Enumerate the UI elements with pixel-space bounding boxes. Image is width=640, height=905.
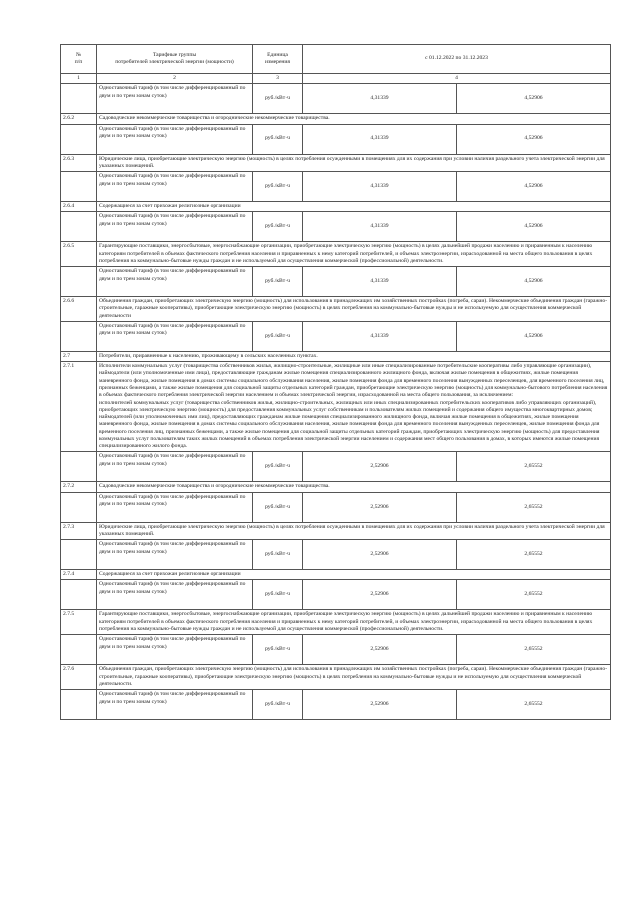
section-text: Садоводческие некоммерческие товарищества и огороднические некоммерческие товарищества. bbox=[97, 482, 611, 492]
tariff-value-2: 2,65552 bbox=[457, 492, 611, 522]
tariff-label: Одноставочный тариф (в том числе дифференцированный по двум и по трем зонам суток) bbox=[97, 124, 253, 154]
tariff-label: Одноставочный тариф (в том числе дифференцированный по двум и по трем зонам суток) bbox=[97, 84, 253, 114]
section-text: Садоводческие некоммерческие товарищества и огороднические некоммерческие товарищества. bbox=[97, 114, 611, 124]
tariff-value-2: 4,52906 bbox=[457, 84, 611, 114]
row-number-empty bbox=[61, 267, 97, 297]
row-number-empty bbox=[61, 635, 97, 665]
section-row bbox=[61, 154, 611, 172]
tariff-label: Одноставочный тариф (в том числе дифференцированный по двум и по трем зонам суток) bbox=[97, 540, 253, 570]
row-number-empty bbox=[61, 690, 97, 720]
tariff-label: Одноставочный тариф (в том числе дифференцированный по двум и по трем зонам суток) bbox=[97, 267, 253, 297]
tariff-unit: руб./кВт·ч bbox=[253, 267, 303, 297]
tariff-row bbox=[61, 124, 611, 154]
row-number-empty bbox=[61, 172, 97, 202]
section-row bbox=[61, 482, 611, 492]
section-number: 2.6.6 bbox=[61, 297, 97, 322]
section-number: 2.6.2 bbox=[61, 114, 97, 124]
tariff-table bbox=[60, 44, 611, 720]
tariff-value-2: 2,65552 bbox=[457, 580, 611, 610]
tariff-label: Одноставочный тариф (в том числе дифференцированный по двум и по трем зонам суток) bbox=[97, 321, 253, 351]
section-text: Объединения граждан, приобретающих электрическую энергию (мощность) для использования в принадлежащих им хозяйственных постройках (погреба, сараи). Некоммерческие объединения граждан (гаражно-строительные, гаражные кооперативы), приобретающие электрическую энергию (мощность) в целях потребления на коммунально-бытовые нужды и не используемую для осуществления коммерческой деятельности bbox=[97, 297, 611, 322]
tariff-unit: руб./кВт·ч bbox=[253, 492, 303, 522]
tariff-label: Одноставочный тариф (в том числе дифференцированный по двум и по трем зонам суток) bbox=[97, 635, 253, 665]
tariff-row bbox=[61, 580, 611, 610]
tariff-unit: руб./кВт·ч bbox=[253, 321, 303, 351]
section-row bbox=[61, 114, 611, 124]
tariff-value-1: 2,52906 bbox=[303, 540, 457, 570]
section-number: 2.7.4 bbox=[61, 570, 97, 580]
section-text: Потребители, приравненные к населению, проживающему в сельских населенных пунктах. bbox=[97, 351, 611, 361]
header-index-3: 3 bbox=[253, 74, 303, 84]
row-number-empty bbox=[61, 580, 97, 610]
section-number: 2.6.3 bbox=[61, 154, 97, 172]
tariff-label: Одноставочный тариф (в том числе дифференцированный по двум и по трем зонам суток) bbox=[97, 212, 253, 242]
tariff-row bbox=[61, 540, 611, 570]
tariff-unit: руб./кВт·ч bbox=[253, 635, 303, 665]
tariff-row bbox=[61, 84, 611, 114]
tariff-unit: руб./кВт·ч bbox=[253, 84, 303, 114]
section-text: Исполнители коммунальных услуг (товарищества собственников жилья, жилищно-строительные, жилищные или иные специализированные потребительские кооперативы либо управляющие организации), наймодатели (или уполномоченные ими лица), предоставляющие гражданам жилые помещения специализированного жилищного фонда, включая жилые помещения в общежитиях, жилые помещения маневренного фонда, жилые помещения в домах системы социального обслуживания населения, жилые помещения фонда для временного поселения вынужденных переселенцев, для временного поселения лиц, признанных беженцами, а также жилые помещения для социальной защиты отдельных категорий граждан, приобретающие электрическую энергию (мощность) для коммунально-бытового потребления населения в объемах фактического потребления электрической энергии населением и объемах электрической энергии, израсходованной на места общего пользования, за исключением: исполнителей коммунальных услуг (товарищества собственников жилья, жилищно-строительных, жилищных или иных специализированных потребительских кооперативов либо управляющих организаций), приобретающих электрическую энергию (мощность) для предоставления коммунальных услуг собственникам и пользователям жилых помещений и содержания общего имущества многоквартирных домов; наймодателей (или уполномоченных ими лиц), предоставляющих гражданам жилые помещения специализированного жилищного фонда, включая жилые помещения в общежитиях, жилые помещения маневренного фонда, жилые помещения в домах системы социального обслуживания населения, жилые помещения фонда для временного поселения вынужденных переселенцев, жилые помещения фонда для временного поселения лиц, признанных беженцами, а также жилые помещения для социальной защиты отдельных категорий граждан, приобретающих электрическую энергию (мощность) для предоставления коммунальных услуг пользователям таких жилых помещений в объемах потребления электрической энергии населением и содержания мест общего пользования в домах, в которых имеются жилые помещения специализированного жилого фонда. bbox=[97, 362, 611, 452]
section-text: Содержащиеся за счет прихожан религиозные организации bbox=[97, 202, 611, 212]
tariff-value-2: 4,52906 bbox=[457, 172, 611, 202]
section-number: 2.7.1 bbox=[61, 362, 97, 452]
tariff-value-2: 2,65552 bbox=[457, 540, 611, 570]
tariff-value-1: 2,52906 bbox=[303, 635, 457, 665]
tariff-unit: руб./кВт·ч bbox=[253, 124, 303, 154]
tariff-row bbox=[61, 321, 611, 351]
tariff-value-1: 4,31339 bbox=[303, 267, 457, 297]
tariff-label: Одноставочный тариф (в том числе дифференцированный по двум и по трем зонам суток) bbox=[97, 690, 253, 720]
section-number: 2.7.2 bbox=[61, 482, 97, 492]
header-index-row bbox=[61, 74, 611, 84]
tariff-unit: руб./кВт·ч bbox=[253, 452, 303, 482]
tariff-value-1: 2,52906 bbox=[303, 492, 457, 522]
section-row bbox=[61, 610, 611, 635]
tariff-table-body bbox=[61, 84, 611, 720]
header-unit: Единица измерения bbox=[253, 45, 303, 74]
section-row bbox=[61, 202, 611, 212]
tariff-row bbox=[61, 212, 611, 242]
section-text: Гарантирующие поставщики, энергосбытовые, энергоснабжающие организации, приобретающие электрическую энергию (мощность) в целях дальнейшей продажи населению и приравненным к населению категориям потребителей в объемах фактического потребления населения и приравненных к нему категорий потребителей, и объемах электроэнергии, израсходованной на места общего пользования в целях потребления на коммунально-бытовые нужды граждан и не используемой для осуществления коммерческой (профессиональной) деятельности. bbox=[97, 610, 611, 635]
section-row bbox=[61, 522, 611, 540]
tariff-value-1: 2,52906 bbox=[303, 452, 457, 482]
tariff-value-1: 4,31339 bbox=[303, 321, 457, 351]
tariff-value-2: 4,52906 bbox=[457, 124, 611, 154]
tariff-value-1: 4,31339 bbox=[303, 124, 457, 154]
tariff-row bbox=[61, 267, 611, 297]
tariff-value-2: 2,65552 bbox=[457, 690, 611, 720]
row-number-empty bbox=[61, 212, 97, 242]
tariff-value-2: 4,52906 bbox=[457, 321, 611, 351]
tariff-value-2: 4,52906 bbox=[457, 267, 611, 297]
tariff-unit: руб./кВт·ч bbox=[253, 212, 303, 242]
row-number-empty bbox=[61, 84, 97, 114]
section-number: 2.6.5 bbox=[61, 242, 97, 267]
section-text: Юридические лица, приобретающие электрическую энергию (мощность) в целях потребления осужденными в помещениях для их содержания при условии наличия раздельного учета электрической энергии для указанных помещений. bbox=[97, 522, 611, 540]
tariff-unit: руб./кВт·ч bbox=[253, 540, 303, 570]
tariff-value-1: 4,31339 bbox=[303, 212, 457, 242]
section-row bbox=[61, 297, 611, 322]
section-number: 2.7 bbox=[61, 351, 97, 361]
header-index-1: 1 bbox=[61, 74, 97, 84]
tariff-value-2: 2,65552 bbox=[457, 452, 611, 482]
section-number: 2.7.3 bbox=[61, 522, 97, 540]
tariff-unit: руб./кВт·ч bbox=[253, 172, 303, 202]
tariff-value-2: 4,52906 bbox=[457, 212, 611, 242]
tariff-label: Одноставочный тариф (в том числе дифференцированный по двум и по трем зонам суток) bbox=[97, 492, 253, 522]
row-number-empty bbox=[61, 492, 97, 522]
row-number-empty bbox=[61, 124, 97, 154]
tariff-document bbox=[60, 44, 610, 720]
row-number-empty bbox=[61, 540, 97, 570]
header-group: Тарифные группы потребителей электрической энергии (мощности) bbox=[97, 45, 253, 74]
header-period: с 01.12.2022 по 31.12.2023 bbox=[303, 45, 611, 74]
tariff-label: Одноставочный тариф (в том числе дифференцированный по двум и по трем зонам суток) bbox=[97, 580, 253, 610]
section-row bbox=[61, 570, 611, 580]
section-number: 2.7.6 bbox=[61, 665, 97, 690]
section-number: 2.6.4 bbox=[61, 202, 97, 212]
tariff-unit: руб./кВт·ч bbox=[253, 690, 303, 720]
section-text: Гарантирующие поставщики, энергосбытовые, энергоснабжающие организации, приобретающие электрическую энергию (мощность) в целях дальнейшей продажи населению и приравненным к населению категориям потребителей в объемах фактического потребления населения и приравненных к нему категорий потребителей, и объемах электроэнергии, израсходованной на места общего пользования в целях потребления на коммунально-бытовые нужды граждан и не используемой для осуществления коммерческой (профессиональной) деятельности. bbox=[97, 242, 611, 267]
header-index-4: 4 bbox=[303, 74, 611, 84]
section-text: Юридические лица, приобретающие электрическую энергию (мощность) в целях потребления осужденными в помещениях для их содержания при условии наличия раздельного учета электрической энергии для указанных помещений. bbox=[97, 154, 611, 172]
section-row bbox=[61, 351, 611, 361]
tariff-value-1: 4,31339 bbox=[303, 84, 457, 114]
header-num: № п/п bbox=[61, 45, 97, 74]
section-text: Объединения граждан, приобретающих электрическую энергию (мощность) для использования в принадлежащих им хозяйственных постройках (погреба, сараи). Некоммерческие объединения граждан (гаражно-строительные, гаражные кооперативы), приобретающие электрическую энергию (мощность) в целях потребления на коммунально-бытовые нужды и не используемую для осуществления коммерческой деятельности. bbox=[97, 665, 611, 690]
row-number-empty bbox=[61, 452, 97, 482]
tariff-row bbox=[61, 492, 611, 522]
row-number-empty bbox=[61, 321, 97, 351]
tariff-row bbox=[61, 452, 611, 482]
header-index-2: 2 bbox=[97, 74, 253, 84]
tariff-label: Одноставочный тариф (в том числе дифференцированный по двум и по трем зонам суток) bbox=[97, 172, 253, 202]
tariff-value-1: 2,52906 bbox=[303, 690, 457, 720]
header-row bbox=[61, 45, 611, 74]
tariff-value-1: 4,31339 bbox=[303, 172, 457, 202]
tariff-value-1: 2,52906 bbox=[303, 580, 457, 610]
tariff-row bbox=[61, 635, 611, 665]
tariff-unit: руб./кВт·ч bbox=[253, 580, 303, 610]
section-row bbox=[61, 362, 611, 452]
section-row bbox=[61, 665, 611, 690]
tariff-label: Одноставочный тариф (в том числе дифференцированный по двум и по трем зонам суток) bbox=[97, 452, 253, 482]
tariff-row bbox=[61, 172, 611, 202]
section-text: Содержащиеся за счет прихожан религиозные организации bbox=[97, 570, 611, 580]
section-row bbox=[61, 242, 611, 267]
tariff-value-2: 2,65552 bbox=[457, 635, 611, 665]
tariff-row bbox=[61, 690, 611, 720]
section-number: 2.7.5 bbox=[61, 610, 97, 635]
